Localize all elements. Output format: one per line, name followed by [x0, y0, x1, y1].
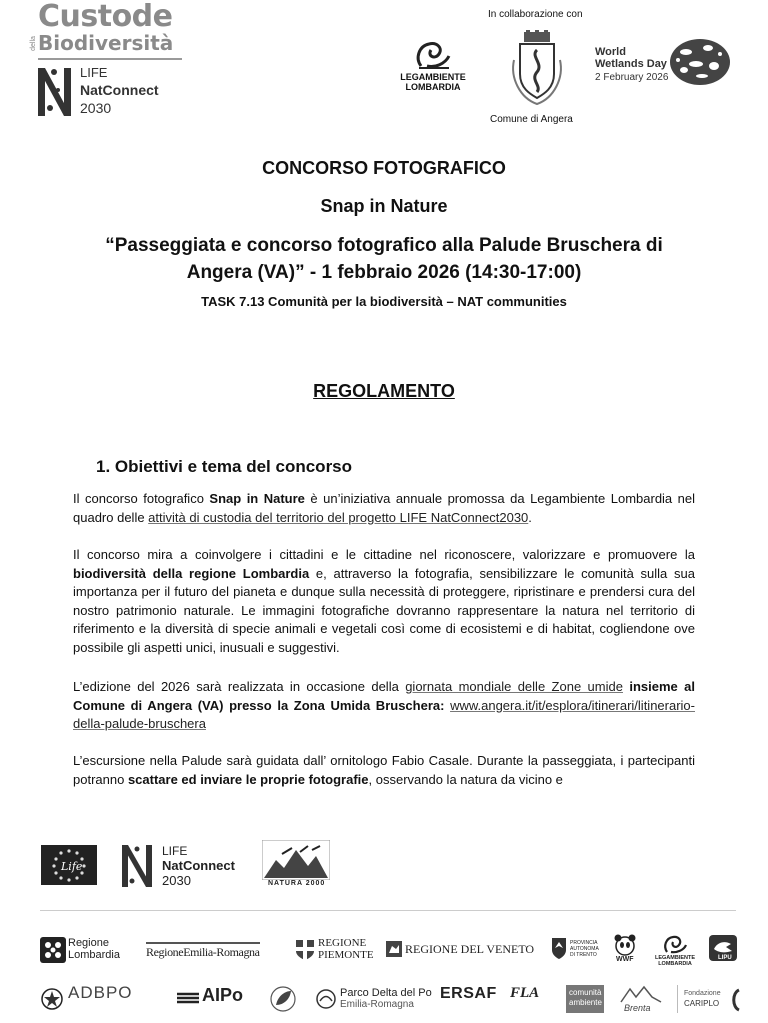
p4-scattare: scattare ed inviare le proprie fotografie: [127, 771, 369, 787]
p1-text-c: è un’iniziativa annuale promossa da Legambiente Lombardia nel quadro delle: [73, 491, 695, 525]
ersaf-label: ERSAF: [440, 985, 497, 1002]
natura2000-emblem-icon: [262, 840, 330, 880]
legambiente-label: LEGAMBIENTE LOMBARDIA: [400, 72, 466, 92]
eu-life-flag-icon: [41, 845, 97, 885]
footer-natconnect-year: 2030: [162, 873, 191, 888]
title-event-line2: Angera (VA)” - 1 febbraio 2026 (14:30-17:00): [186, 262, 582, 283]
parco-delta-po-icon: [316, 989, 336, 1009]
p2-biodiversita: biodiversità della regione Lombardia: [73, 565, 310, 581]
wwd-wetland-emblem-icon: [668, 36, 732, 88]
comunita-line1: comunità: [569, 988, 602, 997]
custode-logo-title: Custode: [38, 0, 173, 34]
natconnect-life-label: LIFE: [80, 65, 108, 80]
lipu-bird-icon: [709, 935, 737, 961]
regione-veneto-lion-icon: [386, 941, 402, 957]
p3-text-b: insieme al Comune di Angera (VA) presso la Zona Umida Bruschera:: [73, 679, 696, 713]
italian-republic-emblem-icon: [40, 986, 64, 1012]
comune-angera-label: Comune di Angera: [490, 114, 573, 125]
regione-piemonte-shield-icon: [295, 939, 315, 961]
brenta-mountains-icon: [620, 985, 662, 1003]
collaboration-text: In collaborazione con: [488, 9, 583, 20]
title-event: [0, 232, 768, 286]
regione-veneto-label: REGIONE DEL VENETO: [405, 942, 535, 956]
p1-text-d: .: [528, 509, 532, 525]
comune-angera-crest-icon: [508, 30, 566, 106]
eu-life-text: Life: [61, 860, 83, 873]
wwf-label: WWF: [616, 956, 634, 963]
regolamento-heading: REGOLAMENTO: [313, 381, 455, 401]
paragraph-edizione: [73, 678, 695, 734]
paragraph-obiettivi: [73, 546, 695, 657]
p2-text-c: e, attraverso la fotografia, sensibilizzare le comunità sulla sua importanza per il futuro del pianeta e dunque sulla necessità di proteggere, ripristinare e prendersi cura del nostro patrimonio naturale. Le immagini fotografiche dovranno rappresentare la natura nel territorio di riferimento e la diversità di specie animali e vegetali così come di ecosistemi e di habitat, cogliendone ove possibile gli aspetti unici, inusuali e suggestivi.: [73, 565, 695, 655]
cariplo-line1: Fondazione: [684, 990, 721, 997]
wwd-date: 2 February 2026: [595, 72, 669, 83]
lipu-label: LIPU: [718, 955, 732, 961]
p2-text-a: Il concorso mira a coinvolgere i cittadini e le cittadine nel riconoscere, valorizzare e promuovere la: [73, 547, 695, 562]
custode-logo-rule: [38, 58, 182, 60]
footer-divider: [40, 910, 736, 911]
custode-logo-biodiversita: Biodiversità: [38, 31, 174, 55]
fla-label: FLA: [510, 985, 540, 1001]
link-angera-itinerario[interactable]: www.angera.it/it/esplora/itinerari/litinerario-della-palude-bruschera: [73, 697, 695, 731]
regione-lombardia-line2: Lombardia: [68, 949, 120, 961]
p4-text-c: , osservando la natura da vicino e: [368, 771, 563, 787]
aipo-label: AIPo: [202, 985, 244, 1005]
p3-text-a: L’edizione del 2026 sarà realizzata in occasione della: [73, 679, 406, 694]
trento-eagle-icon: [550, 934, 568, 960]
task-subtitle: TASK 7.13 Comunità per la biodiversità – NAT communities: [201, 294, 567, 309]
brenta-label: Brenta: [624, 1003, 651, 1013]
parco-leaf-icon: [270, 985, 296, 1013]
wwf-panda-icon: [614, 934, 636, 956]
cariplo-divider: [677, 985, 678, 1013]
link-attivita-custodia[interactable]: attività di custodia del territorio del progetto LIFE NatConnect2030: [148, 509, 529, 525]
natura2000-label: NATURA 2000: [268, 880, 326, 887]
wwd-line2: Wetlands Day: [595, 58, 667, 70]
paragraph-intro: [73, 490, 695, 527]
regione-piemonte-line2: PIEMONTE: [318, 949, 374, 961]
regione-lombardia-rose-icon: [40, 937, 66, 963]
regione-lombardia-line1: Regione: [68, 937, 109, 949]
cariplo-symbol-icon: [728, 987, 742, 1013]
natconnect-n-icon: [36, 64, 76, 120]
footer-life-label: LIFE: [162, 844, 188, 858]
regione-emilia-romagna-label: RegioneEmilia-Romagna: [146, 942, 260, 960]
footer-legambiente-swan-icon: [662, 934, 688, 954]
footer-natconnect-label: NatConnect: [162, 858, 235, 873]
wwd-line1: World: [595, 46, 626, 58]
p1-snap-in-nature: Snap in Nature: [209, 491, 305, 506]
p1-text-a: Il concorso fotografico: [73, 491, 210, 506]
comunita-line2: ambiente: [569, 998, 602, 1007]
natconnect-year: 2030: [80, 100, 112, 116]
section-heading-obiettivi: 1. Obiettivi e tema del concorso: [96, 457, 353, 476]
footer-legambiente-label: LEGAMBIENTE LOMBARDIA: [654, 955, 696, 967]
paragraph-escursione: [73, 752, 695, 789]
link-giornata-zone-umide[interactable]: giornata mondiale delle Zone umide: [405, 679, 623, 694]
aipo-waves-icon: [176, 990, 200, 1006]
parco-delta-po-line1: Parco Delta del Po: [340, 987, 432, 999]
custode-logo-della: della: [29, 36, 37, 51]
legambiente-swan-icon: [413, 36, 453, 72]
adbpo-label: ADBPO: [68, 983, 133, 1002]
p4-text-a: L’escursione nella Palude sarà guidata dall’ ornitologo Fabio Casale. Durante la passeggiata, i partecipanti potranno: [73, 753, 695, 787]
title-snap-in-nature: Snap in Nature: [320, 196, 448, 216]
footer-natconnect-n-icon: [120, 843, 158, 889]
title-concorso: CONCORSO FOTOGRAFICO: [262, 158, 506, 178]
wwd-title: [595, 46, 667, 70]
title-event-line1: “Passeggiata e concorso fotografico alla Palude Bruschera di: [105, 235, 663, 256]
comunita-ambiente-box: [566, 985, 604, 1013]
natconnect-label: NatConnect: [80, 82, 159, 98]
regione-piemonte-line1: REGIONE: [318, 937, 367, 949]
trento-label: PROVINCIA AUTONOMA DI TRENTO: [570, 940, 599, 958]
cariplo-line2: CARIPLO: [684, 999, 720, 1008]
parco-delta-po-line2: Emilia-Romagna: [340, 999, 414, 1010]
